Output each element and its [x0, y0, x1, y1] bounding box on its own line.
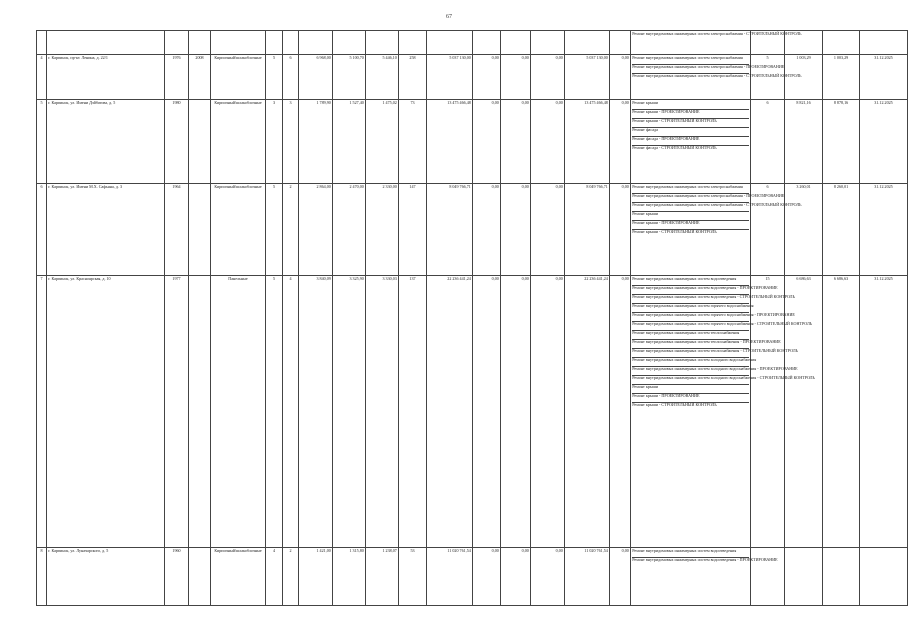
work-item: Ремонт внутридомовых инженерных систем электроснабжения: [632, 54, 743, 60]
year-built-cell: 1976: [165, 55, 189, 100]
fund-other-cell: 0,00: [610, 55, 631, 100]
row-number: 5: [37, 100, 47, 184]
entrances-cell: 3: [283, 100, 299, 184]
floors-cell: 4: [266, 548, 283, 606]
row-number: 4: [37, 55, 47, 100]
residents-cell: 137: [399, 276, 427, 548]
year-built-cell: 1980: [165, 100, 189, 184]
fund-local-cell: 0,00: [531, 55, 565, 100]
area-total-cell: 3 840,09: [299, 276, 333, 548]
work-item: Ремонт крыши: [632, 384, 749, 393]
work-item: Ремонт внутридомовых инженерных систем электроснабжения - СТРОИТЕЛЬНЫЙ КОНТРОЛЬ: [631, 31, 751, 55]
wall-material-cell: Кирпичный/шлакоблочные: [211, 100, 266, 184]
fund-owners-cell: 13 475 466,48: [565, 100, 610, 184]
fund-regional-cell: 0,00: [501, 100, 531, 184]
residents-cell: 258: [399, 55, 427, 100]
col19-cell: 6: [751, 100, 785, 184]
cost-total-cell: 22 236 441,24: [427, 276, 473, 548]
area-premises-cell: 3 325,90: [333, 276, 366, 548]
work-item: Ремонт внутридомовых инженерных систем водоотведения - ПРОЕКТИРОВАНИЕ: [632, 285, 749, 294]
year-rebuilt-cell: [189, 100, 211, 184]
col19-cell: 15: [751, 276, 785, 548]
fund-regional-cell: 0,00: [501, 276, 531, 548]
entrances-cell: 4: [283, 276, 299, 548]
area-total-cell: 1 421,00: [299, 548, 333, 606]
completion-date-cell: 31.12.2025: [860, 100, 908, 184]
col20-cell: 6 686,63: [785, 276, 823, 548]
work-item: Ремонт крыши - ПРОЕКТИРОВАНИЕ: [632, 220, 749, 229]
fund-regional-cell: 0,00: [501, 55, 531, 100]
work-item: Ремонт крыши - СТРОИТЕЛЬНЫЙ КОНТРОЛЬ: [632, 402, 749, 411]
work-item: Ремонт крыши: [632, 99, 658, 105]
work-item: Ремонт внутридомовых инженерных систем теплоснабжения: [632, 330, 749, 339]
work-item: Ремонт фасада: [632, 127, 749, 136]
work-item: Ремонт внутридомовых инженерных систем водоотведения: [632, 547, 737, 553]
work-item: Ремонт крыши - СТРОИТЕЛЬНЫЙ КОНТРОЛЬ: [632, 118, 749, 127]
fund-federal-cell: 0,00: [473, 276, 501, 548]
year-rebuilt-cell: [189, 184, 211, 276]
floors-cell: 3: [266, 100, 283, 184]
address-cell: г. Карпинск, ул. Имени М.Х. Сафьяна, д. 3: [47, 184, 165, 276]
row-number: 8: [37, 548, 47, 606]
work-item: Ремонт крыши - СТРОИТЕЛЬНЫЙ КОНТРОЛЬ: [632, 229, 749, 238]
cost-total-cell: 5 037 130,00: [427, 55, 473, 100]
col20-cell: 8 821,16: [785, 100, 823, 184]
address-cell: г. Карпинск, ул. Красноярская, д. 10: [47, 276, 165, 548]
fund-federal-cell: 0,00: [473, 184, 501, 276]
work-list-cell: [631, 183, 802, 276]
work-item: Ремонт внутридомовых инженерных систем теплоснабжения - ПРОЕКТИРОВАНИЕ: [632, 339, 749, 348]
year-built-cell: 1960: [165, 548, 189, 606]
work-item: Ремонт внутридомовых инженерных систем теплоснабжения - СТРОИТЕЛЬНЫЙ КОНТРОЛЬ: [632, 348, 749, 357]
col21-cell: 8 878,16: [823, 100, 860, 184]
work-item: Ремонт внутридомовых инженерных систем электроснабжения - ПРОЕКТИРОВАНИЕ: [632, 64, 749, 73]
year-rebuilt-cell: 2008: [189, 55, 211, 100]
fund-regional-cell: 0,00: [501, 548, 531, 606]
cost-total-cell: 11 020 761,54: [427, 548, 473, 606]
year-built-cell: 1977: [165, 276, 189, 548]
year-rebuilt-cell: [189, 548, 211, 606]
col20-cell: [785, 548, 823, 606]
table-row: [37, 548, 908, 606]
cost-total-cell: 13 475 466,48: [427, 100, 473, 184]
fund-owners-cell: 5 037 130,00: [565, 55, 610, 100]
table-row: [37, 100, 908, 184]
work-item: Ремонт внутридомовых инженерных систем водоотведения - СТРОИТЕЛЬНЫЙ КОНТРОЛЬ: [632, 294, 749, 303]
residents-cell: 53: [399, 548, 427, 606]
fund-other-cell: 0,00: [610, 276, 631, 548]
entrances-cell: 2: [283, 184, 299, 276]
fund-other-cell: 0,00: [610, 100, 631, 184]
fund-regional-cell: 0,00: [501, 184, 531, 276]
area-residential-cell: 3 330,03: [366, 276, 399, 548]
page-number: 67: [446, 14, 452, 20]
cost-total-cell: 8 049 766,71: [427, 184, 473, 276]
work-item: Ремонт крыши - ПРОЕКТИРОВАНИЕ: [632, 109, 749, 118]
completion-date-cell: 31.12.2025: [860, 276, 908, 548]
work-list-cell: [631, 54, 802, 100]
fund-other-cell: 0,00: [610, 548, 631, 606]
work-item: Ремонт внутридомовых инженерных систем холодного водоснабжения - ПРОЕКТИРОВАНИЕ: [632, 366, 749, 375]
work-item: Ремонт внутридомовых инженерных систем горячего водоснабжения - СТРОИТЕЛЬНЫЙ КОНТРОЛЬ: [632, 321, 749, 330]
work-list-cell: [631, 547, 778, 606]
work-item: Ремонт внутридомовых инженерных систем холодного водоснабжения: [632, 357, 749, 366]
col19-cell: 5: [751, 55, 785, 100]
entrances-cell: 2: [283, 548, 299, 606]
address-cell: г. Карпинск, пр-кт. Ленина, д. 22/1: [47, 55, 165, 100]
fund-federal-cell: 0,00: [473, 548, 501, 606]
residents-cell: 73: [399, 100, 427, 184]
work-item: Ремонт фасада - СТРОИТЕЛЬНЫЙ КОНТРОЛЬ: [632, 145, 749, 154]
address-cell: г. Карпинск, ул. Луначарского, д. 5: [47, 548, 165, 606]
fund-other-cell: 0,00: [610, 184, 631, 276]
wall-material-cell: Панельные: [211, 276, 266, 548]
fund-federal-cell: 0,00: [473, 100, 501, 184]
area-premises-cell: 1 315,80: [333, 548, 366, 606]
area-residential-cell: 5 446,10: [366, 55, 399, 100]
area-total-cell: 6 968,00: [299, 55, 333, 100]
col21-cell: 6 686,63: [823, 276, 860, 548]
table-row: [37, 184, 908, 276]
fund-local-cell: 0,00: [531, 100, 565, 184]
area-total-cell: 1 789,90: [299, 100, 333, 184]
area-total-cell: 2 864,00: [299, 184, 333, 276]
floors-cell: 5: [266, 55, 283, 100]
col21-cell: [823, 548, 860, 606]
work-item: Ремонт крыши: [632, 211, 749, 220]
work-item: Ремонт внутридомовых инженерных систем электроснабжения - СТРОИТЕЛЬНЫЙ КОНТРОЛЬ: [632, 73, 749, 82]
year-rebuilt-cell: [189, 276, 211, 548]
wall-material-cell: Кирпичный/шлакоблочные: [211, 548, 266, 606]
fund-local-cell: 0,00: [531, 276, 565, 548]
area-premises-cell: 5 100,70: [333, 55, 366, 100]
completion-date-cell: 31.12.2025: [860, 55, 908, 100]
table-row: [37, 276, 908, 548]
work-item: Ремонт крыши - ПРОЕКТИРОВАНИЕ: [632, 393, 749, 402]
year-built-cell: 1964: [165, 184, 189, 276]
capital-repair-table: [36, 30, 908, 606]
completion-date-cell: 31.12.2025: [860, 184, 908, 276]
area-residential-cell: 1 475,02: [366, 100, 399, 184]
area-premises-cell: 1 527,40: [333, 100, 366, 184]
entrances-cell: 6: [283, 55, 299, 100]
completion-date-cell: [860, 548, 908, 606]
fund-owners-cell: 22 236 441,24: [565, 276, 610, 548]
row-number: 7: [37, 276, 47, 548]
col21-cell: 8 260,01: [823, 184, 860, 276]
area-residential-cell: 2 330,00: [366, 184, 399, 276]
col20-cell: 1 003,29: [785, 55, 823, 100]
wall-material-cell: Кирпичный/шлакоблочные: [211, 184, 266, 276]
work-item: Ремонт внутридомовых инженерных систем водоотведения: [632, 275, 737, 281]
fund-owners-cell: 11 020 761,54: [565, 548, 610, 606]
work-item: Ремонт внутридомовых инженерных систем электроснабжения - СТРОИТЕЛЬНЫЙ КОНТРОЛЬ: [632, 202, 749, 211]
work-item: Ремонт внутридомовых инженерных систем холодного водоснабжения - СТРОИТЕЛЬНЫЙ КОНТРОЛЬ: [632, 375, 749, 384]
work-list-cell: [631, 100, 751, 184]
col20-cell: 3 260,01: [785, 184, 823, 276]
fund-local-cell: 0,00: [531, 184, 565, 276]
col19-cell: 6: [751, 184, 785, 276]
table-body: [37, 31, 908, 606]
fund-owners-cell: 8 049 766,71: [565, 184, 610, 276]
floors-cell: 5: [266, 184, 283, 276]
area-residential-cell: 1 238,07: [366, 548, 399, 606]
work-item: Ремонт внутридомовых инженерных систем электроснабжения - ПРОЕКТИРОВАНИЕ: [632, 193, 749, 202]
address-cell: г. Карпинск, ул. Имени Дзйбатова, д. 5: [47, 100, 165, 184]
floors-cell: 5: [266, 276, 283, 548]
col21-cell: 1 003,29: [823, 55, 860, 100]
fund-federal-cell: 0,00: [473, 55, 501, 100]
row-number: 6: [37, 184, 47, 276]
wall-material-cell: Кирпичный/шлакоблочные: [211, 55, 266, 100]
area-premises-cell: 2 470,00: [333, 184, 366, 276]
fund-local-cell: 0,00: [531, 548, 565, 606]
work-item: Ремонт внутридомовых инженерных систем горячего водоснабжения: [632, 303, 749, 312]
work-item: Ремонт внутридомовых инженерных систем водоотведения - ПРОЕКТИРОВАНИЕ: [632, 557, 749, 566]
residents-cell: 147: [399, 184, 427, 276]
table-row-continuation: [37, 31, 908, 55]
table-row: [37, 55, 908, 100]
work-item: Ремонт фасада - ПРОЕКТИРОВАНИЕ: [632, 136, 749, 145]
work-item: Ремонт внутридомовых инженерных систем горячего водоснабжения - ПРОЕКТИРОВАНИЕ: [632, 312, 749, 321]
work-item: Ремонт внутридомовых инженерных систем электроснабжения: [632, 183, 743, 189]
